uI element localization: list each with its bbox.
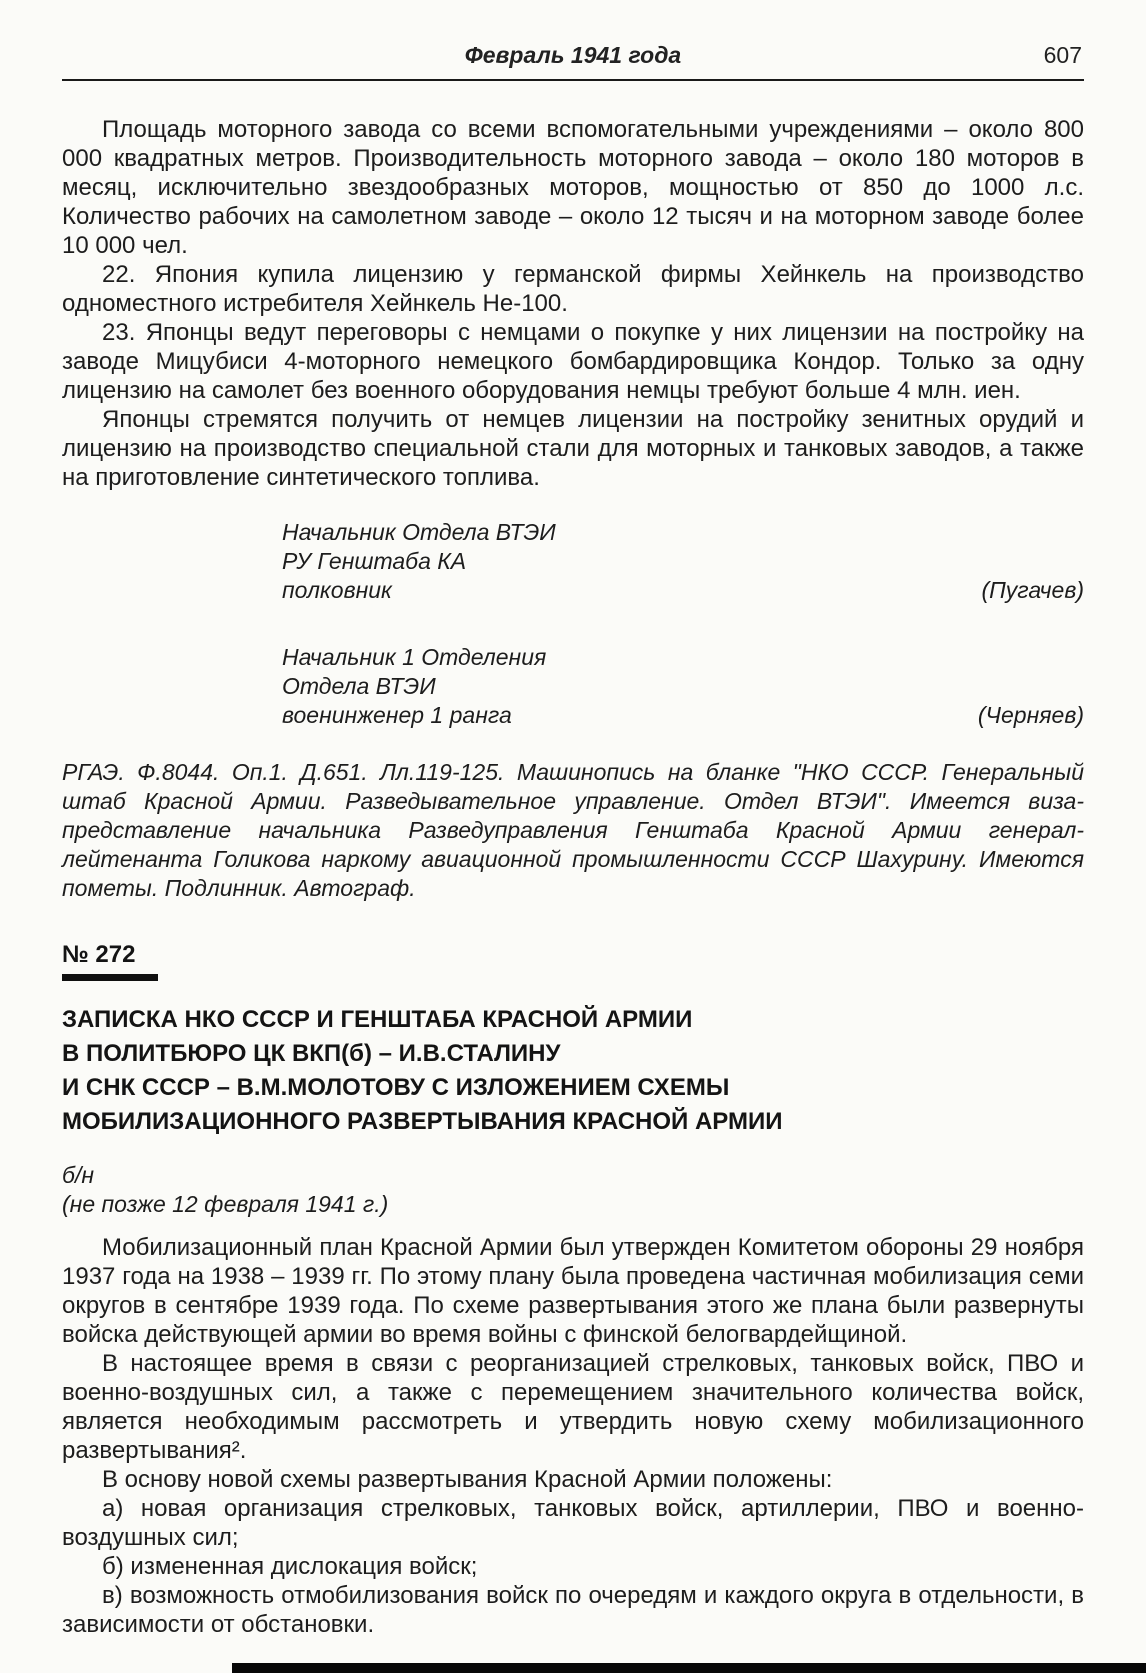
title-line: В ПОЛИТБЮРО ЦК ВКП(б) – И.В.СТАЛИНУ [62,1040,561,1067]
title-line: ЗАПИСКА НКО СССР И ГЕНШТАБА КРАСНОЙ АРМИИ [62,1006,693,1033]
signature-title-line: РУ Генштаба КА [282,548,467,574]
signature-rank: полковник [282,577,392,603]
signature-name: (Черняев) [977,702,1084,728]
title-line: МОБИЛИЗАЦИОННОГО РАЗВЕРТЫВАНИЯ КРАСНОЙ АРМИИ [62,1108,783,1135]
document-number: № 272 [62,941,136,968]
signature-title-line: Начальник Отдела ВТЭИ [282,519,556,545]
title-line: И СНК СССР – В.М.МОЛОТОВУ С ИЗЛОЖЕНИЕМ СХЕМЫ [62,1074,730,1101]
paragraph: Мобилизационный план Красной Армии был утвержден Комитетом обороны 29 ноября 1937 года на 1938 – 1939 гг. По этому плану была проведена частичная мобилизация семи округов в сентябре 1939 года. По схеме развертывания этого же плана были развернуты войска действующей армии во время войны с финской белогвардейщиной. [62,1234,1084,1348]
running-title: Февраль 1941 года [464,42,682,68]
paragraph: В основу новой схемы развертывания Красной Армии положены: [102,1466,833,1493]
paragraph: Площадь моторного завода со всеми вспомогательными учреждениями – около 800 000 квадратных метров. Производительность моторного завода – около 180 моторов в месяц, исключительно звездообразных моторов, мощностью от 850 до 1000 л.с. Количество рабочих на самолетном заводе – около 12 тысяч и на моторном заводе более 10 000 чел. [62,116,1084,259]
ref-mark: б/н [62,1162,94,1188]
list-item-paragraph: б) измененная дислокация войск; [102,1553,478,1580]
paragraph: Японцы стремятся получить от немцев лицензии на постройку зенитных орудий и лицензию на производство специальной стали для моторных и танковых заводов, а также на приготовление синтетического топлива. [62,406,1084,491]
list-item-paragraph: в) возможность отмобилизования войск по очередям и каждого округа в отдельности, в зависимости от обстановки. [62,1582,1084,1638]
underline-bar [62,974,158,981]
scan-artifact-bar [232,1663,1146,1673]
signature-row [282,701,1084,730]
page-number: 607 [1043,42,1082,68]
document-number-block [62,941,1084,981]
page-header [62,42,1084,72]
paragraph: 22. Япония купила лицензию у германской фирмы Хейнкель на производство одноместного истребителя Хейнкель Не-100. [62,261,1084,317]
document-271-body [62,115,1084,903]
signature-block [282,518,1084,605]
document-title [62,1003,1084,1139]
signature-rank: военинженер 1 ранга [282,702,512,728]
paragraph: В настоящее время в связи с реорганизацией стрелковых, танковых войск, ПВО и военно-воздушных сил, а также с перемещением значительного количества войск, является необходимым рассмотреть и утвердить новую схему мобилизационного развертывания². [62,1350,1084,1464]
list-item-paragraph: а) новая организация стрелковых, танковых войск, артиллерии, ПВО и военно-воздушных сил; [62,1495,1084,1551]
date-note: (не позже 12 февраля 1941 г.) [62,1191,389,1217]
signature-block [282,643,1084,730]
header-rule [62,79,1084,81]
signature-title-line: Начальник 1 Отделения [282,644,547,670]
signature-name: (Пугачев) [981,577,1084,603]
document-272 [62,941,1084,1639]
paragraph: 23. Японцы ведут переговоры с немцами о покупке у них лицензии на постройку на заводе Мицубиси 4-моторного немецкого бомбардировщика Кондор. Только за одну лицензию на самолет без военного оборудования немцы требуют больше 4 млн. иен. [62,319,1084,404]
signature-title-line: Отдела ВТЭИ [282,673,436,699]
archive-reference: РГАЭ. Ф.8044. Оп.1. Д.651. Лл.119-125. Машинопись на бланке "НКО СССР. Генеральный штаб Красной Армии. Разведывательное управление. Отдел ВТЭИ". Имеется виза-представление начальника Разведуправления Генштаба Красной Армии генерал-лейтенанта Голикова наркому авиационной промышленности СССР Шахурину. Имеются пометы. Подлинник. Автограф. [62,759,1084,901]
signature-row [282,576,1084,605]
